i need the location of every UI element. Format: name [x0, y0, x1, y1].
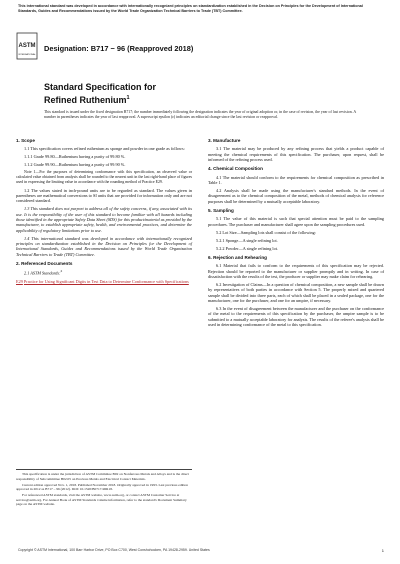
para-1-3: 1.3 This standard does not purport to address all of the safety concerns, if any, associated with its use. It is the responsibility of the user of this standard to become familiar with all hazards including those identified in the appropriate Safety Data Sheet (SDS) for this product/material as provided by the manufacturer, to establish appropriate safety, health, and environmental practices, and determine the applicability of regulatory limitations prior to use. [16, 206, 192, 233]
para-6-2: 6.2 Investigation of Claims—In a question of chemical composition, a new sample shall be drawn by representatives of both parties in accordance with Section 5. The properly mixed and quartered sample shall be divided into three parts, each of which shall be placed in a sealed package, one for the manufacturer, one for the purchaser, and one for an umpire, if necessary. [208, 281, 384, 303]
para-1-1: 1.1 This specification covers refined ruthenium as sponge and powder in one grade as follows: [24, 146, 185, 152]
international-notice: This international standard was developed in accordance with internationally recognized principles on standardization established in the Decision on Principles for the Development of International Standards, Guides and Recommendations issued by the World Trade Organization Technical Barriers to Trade (TBT) Committee. [18, 4, 363, 13]
footnotes [16, 469, 192, 508]
section-4-heading: 4. Chemical Composition [208, 166, 263, 172]
para-1-1-2: 1.1.2 Grade 99.90—Ruthenium having a purity of 99.90 %. [24, 162, 126, 168]
section-1-heading: 1. Scope [16, 138, 35, 143]
footnote-1: This specification is under the jurisdiction of ASTM Committee B02 on Nonferrous Metals and Alloys and is the direct responsibility of Subcommittee B02.05 on Precious Metals and Electrical Contact Materials. [16, 472, 190, 481]
copyright-line: Copyright © ASTM International, 100 Barr Harbor Drive, PO Box C700, West Conshohocken, PA 19428-2959. United States [18, 548, 210, 552]
svg-text:ASTM: ASTM [18, 43, 36, 49]
para-1-4: 1.4 This international standard was developed in accordance with internationally recognized principles on standardization established in the Decision on Principles for the Development of International Standards, Guides and Recommendations issued by the World Trade Organization Technical Barriers to Trade (TBT) Committee. [16, 235, 192, 257]
para-4-2: 4.2 Analysis shall be made using the manufacturer's standard methods. In the event of disagreement as to the chemical composition of the metal, methods of chemical analysis for reference purposes shall be determined by a mutually acceptable laboratory. [208, 188, 384, 204]
para-6-3: 6.3 In the event of disagreement between the manufacturer and the purchaser on the conformance of the metal to the requirements of this specification by the purchaser, the umpire sample is to be submitted to a mutually acceptable laboratory for analysis. The results of the referee's analysis shall be used in determining conformance of the metal to this specification. [208, 305, 384, 327]
para-3-1: 3.1 The material may be produced by any refining process that yields a product capable of meeting the chemical requirements of this specification. The purchaser, upon request, shall be informed of the refining process used. [208, 146, 384, 163]
right-column [208, 134, 384, 330]
title-footnote-marker: 1 [126, 95, 130, 101]
page-number: 1 [381, 548, 384, 553]
astm-logo-icon [16, 32, 38, 60]
logo-text: INTERNATIONAL [18, 54, 36, 56]
section-6-heading: 6. Rejection and Rehearing [208, 254, 267, 260]
designation: Designation: B717 − 96 (Reapproved 2018) [44, 44, 194, 53]
title-line-2: Refined Ruthenium [44, 95, 127, 105]
issue-note: This standard is issued under the fixed designation B717; the number immediately following the designation indicates the year of original adoption or, in the case of revision, the year of last revision. A number in parentheses indicates the year of last reapproval. A superscript epsilon (ε) indicates an editorial change since the last revision or reapproval. [44, 110, 356, 119]
para-5-2-2: 5.2.2 Powder—A single refining lot. [216, 245, 278, 251]
para-5-2-1: 5.2.1 Sponge—A single refining lot. [216, 237, 278, 243]
section-2-heading: 2. Referenced Documents [16, 261, 73, 267]
footnote-1-edition: Current edition approved Nov. 1, 2018. Published November 2018. Originally approved in 1993. Last previous edition approved in 2012 as B717 – 96 (2012). DOI: 10.1520/B0717-96R18. [16, 482, 188, 491]
e29-link[interactable]: E29 [16, 278, 23, 284]
para-5-2: 5.2 Lot Size—Sampling lots shall consist of the following: [216, 229, 316, 235]
para-2-1: 2.1 ASTM Standards: [24, 270, 61, 276]
section-5-heading: 5. Sampling [208, 208, 234, 214]
footnote-2: For referenced ASTM standards, visit the ASTM website, www.astm.org, or contact ASTM Customer Service at service@astm.org. For Annual Book of ASTM Standards volume information, refer to the standard's Document Summary page on the ASTM website. [16, 493, 187, 506]
note-1: Note 1—For the purposes of determining conformance with this specification, an observed value or calculated value obtained from analysis shall be rounded to the nearest unit in the last right-hand place of figures used in expressing the limiting value in accordance with the rounding method of Practice E29. [16, 170, 192, 185]
left-column [16, 134, 192, 287]
para-5-1: 5.1 The value of this material is such that special attention must be paid to the sampling procedures. The purchaser and manufacturer shall agree upon the sampling procedures used. [208, 216, 384, 227]
title-line-1: Standard Specification for [44, 82, 157, 92]
section-3-heading: 3. Manufacture [208, 138, 241, 143]
footnote-2-marker: 2 [60, 269, 63, 274]
para-1-1-1: 1.1.1 Grade 99.80—Ruthenium having a purity of 99.80 %. [24, 154, 126, 160]
document-title [44, 82, 156, 106]
e29-title-link[interactable]: Practice for Using Significant Digits in Test Data to Determine Conformance with Specifications [23, 278, 189, 284]
para-6-1: 6.1 Material that fails to conform to the requirements of this specification may be rejected. Rejection should be reported to the manufacturer or supplier promptly and in writing. In case of dissatisfaction with the results of the test, the producer or supplier may make claim for rehearing. [208, 263, 384, 279]
para-4-1: 4.1 The material should conform to the requirements for chemical composition as prescribed in Table 1. [208, 174, 384, 186]
para-1-2: 1.2 The values stated in inch-pound units are to be regarded as standard. The values given in parentheses are mathematical conversions to SI units that are provided for information only and are not considered standard. [16, 187, 192, 204]
